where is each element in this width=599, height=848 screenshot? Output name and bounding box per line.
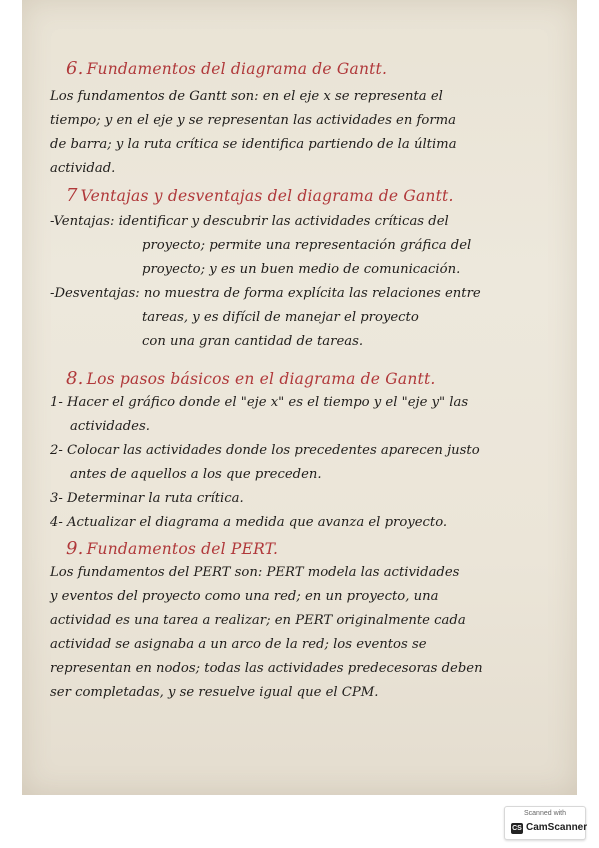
camscanner-logo-icon: CS [512, 825, 522, 832]
section-8-title: Los pasos básicos en el diagrama de Gantt. [86, 370, 436, 388]
ventajas-text: identificar y descubrir las actividades críticas del [118, 214, 449, 229]
step-line: antes de aquellos a los que preceden. [70, 467, 322, 482]
section-9-number: 9. [66, 538, 84, 559]
ventajas-label: -Ventajas: [50, 214, 115, 229]
section-6-line: de barra; y la ruta crítica se identifica partiendo de la última [50, 137, 457, 152]
section-6-heading [50, 58, 540, 79]
section-6-line: actividad. [50, 161, 116, 176]
section-6-line: tiempo; y en el eje y se representan las actividades en forma [50, 113, 457, 128]
section-9-heading [50, 538, 540, 559]
section-7-title: Ventajas y desventajas del diagrama de Gantt. [80, 187, 454, 205]
section-7 [50, 185, 540, 354]
step-line: actividades. [70, 419, 150, 434]
section-9-line: ser completadas, y se resuelve igual que el CPM. [50, 685, 379, 700]
section-6-number: 6. [66, 58, 84, 79]
section-6-title: Fundamentos del diagrama de Gantt. [86, 60, 388, 78]
section-9-title: Fundamentos del PERT. [86, 540, 279, 558]
desventajas-line [50, 282, 540, 306]
section-9-line: Los fundamentos del PERT son: PERT modela las actividades [50, 565, 460, 580]
ventajas-line: proyecto; permite una representación gráfica del [142, 238, 472, 253]
ventajas-line: proyecto; y es un buen medio de comunicación. [142, 262, 461, 277]
step-line: 1- Hacer el gráfico donde el "eje x" es el tiempo y el "eje y" las [50, 395, 469, 410]
section-9-line: representan en nodos; todas las actividades predecesoras deben [50, 661, 483, 676]
ventajas-line [50, 210, 540, 234]
desventajas-line: con una gran cantidad de tareas. [142, 334, 364, 349]
section-7-number: 7 [66, 185, 78, 206]
section-8-heading [50, 368, 540, 389]
camscanner-name: CamScanner [526, 822, 588, 833]
desventajas-label: -Desventajas: [50, 286, 140, 301]
step-line: 4- Actualizar el diagrama a medida que avanza el proyecto. [50, 515, 448, 530]
section-9-line: actividad se asignaba a un arco de la red; los eventos se [50, 637, 427, 652]
section-8 [50, 368, 540, 535]
scanned-with-text: Scanned with [523, 810, 567, 817]
section-8-number: 8. [66, 368, 84, 389]
section-9 [50, 538, 540, 705]
camscanner-badge [504, 806, 586, 840]
section-9-line: actividad es una tarea a realizar; en PERT originalmente cada [50, 613, 466, 628]
step-line: 2- Colocar las actividades donde los precedentes aparecen justo [50, 443, 480, 458]
section-7-heading [50, 185, 540, 206]
step-line: 3- Determinar la ruta crítica. [50, 491, 244, 506]
section-6 [50, 58, 540, 181]
section-6-line: Los fundamentos de Gantt son: en el eje x se representa el [50, 89, 443, 104]
desventajas-line: tareas, y es difícil de manejar el proyecto [142, 310, 419, 325]
section-9-line: y eventos del proyecto como una red; en un proyecto, una [50, 589, 439, 604]
desventajas-text: no muestra de forma explícita las relaciones entre [143, 286, 481, 301]
